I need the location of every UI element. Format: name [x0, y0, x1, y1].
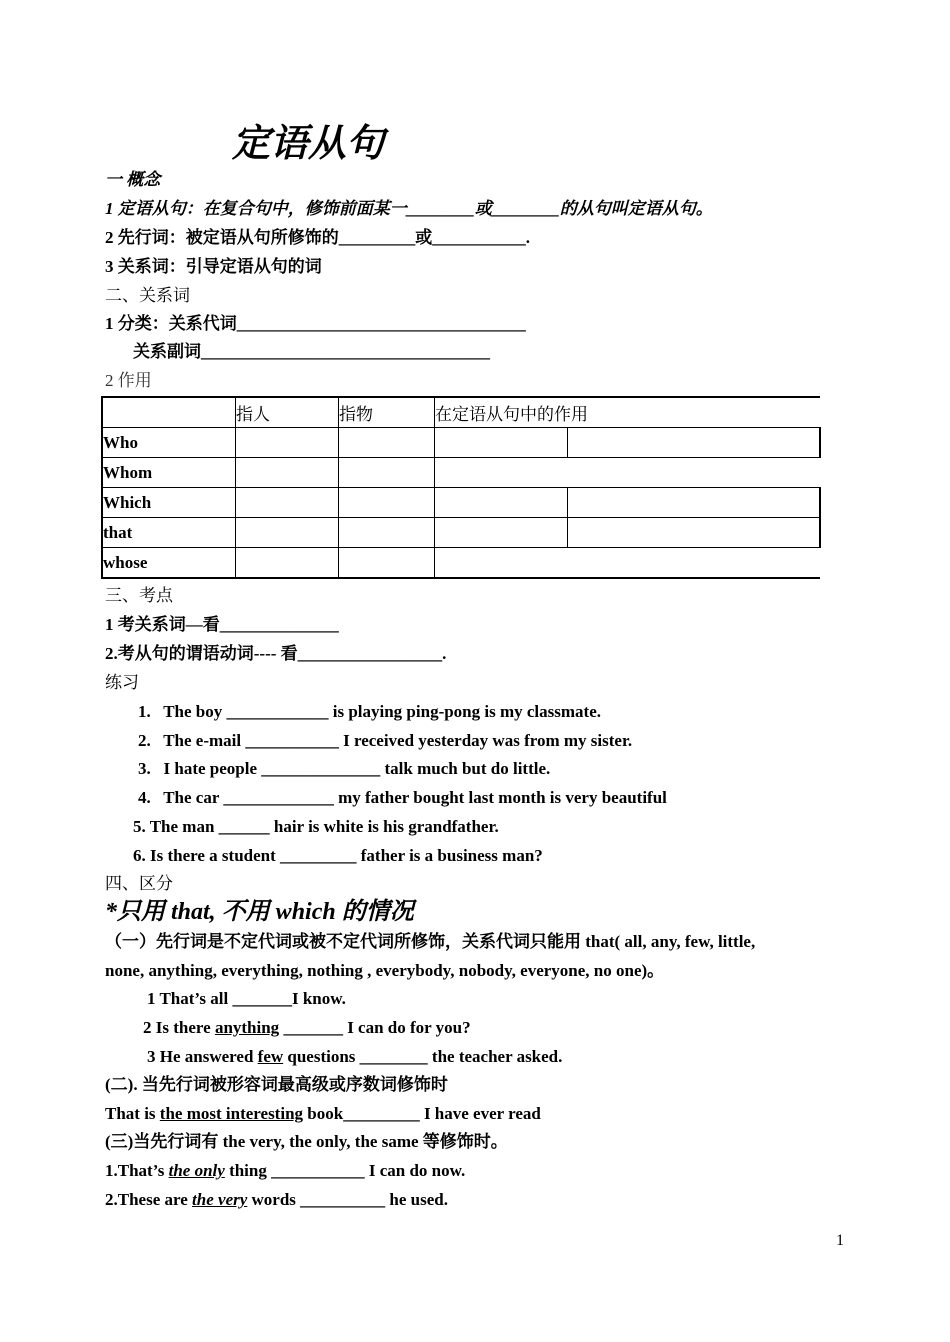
table-row-label: whose: [102, 548, 236, 579]
rule-2: (二). 当先行词被形容词最高级或序数词修饰时: [105, 1075, 448, 1094]
example-text: thing ___________ I can do now.: [224, 1161, 466, 1180]
table-row: [102, 458, 820, 488]
underlined-word: the very: [192, 1190, 248, 1209]
example-4: [105, 1103, 541, 1125]
exam-point-2: 2.考从句的谓语动词---- 看_________________.: [105, 644, 447, 663]
table-row-label: that: [102, 518, 236, 548]
practice-item: 1. The boy ____________ is playing ping-pong is my classmate.: [138, 702, 602, 721]
practice-item: 3. I hate people ______________ talk much but do little.: [138, 759, 551, 778]
rule-1-line-b: none, anything, everything, nothing , everybody, nobody, everyone, no one)。: [105, 961, 665, 980]
page-title: 定语从句: [232, 123, 385, 165]
example-text: 2 Is there: [143, 1018, 215, 1037]
table-cell: [236, 428, 339, 458]
table-row: [102, 488, 820, 518]
table-row: [102, 428, 820, 458]
table-row: [102, 548, 820, 579]
example-text: _______ I can do for you?: [279, 1018, 471, 1037]
section3-heading: 三、考点: [105, 586, 173, 605]
table-header-cell: [102, 397, 236, 428]
underlined-word: anything: [214, 1018, 280, 1037]
example-text: book_________ I have ever read: [303, 1104, 541, 1123]
table-row-label: Which: [102, 488, 236, 518]
table-cell: [339, 428, 435, 458]
example-text: That is: [105, 1104, 160, 1123]
exam-point-1: 1 考关系词—看______________: [105, 615, 339, 634]
table-cell: [236, 488, 339, 518]
table-cell: [568, 428, 821, 458]
table-cell: [236, 458, 339, 488]
underlined-word: the most interesting: [159, 1104, 304, 1123]
table-header-row: [102, 397, 820, 428]
table-row-label: Whom: [102, 458, 236, 488]
antecedent-definition: 2 先行词：被定语从句所修饰的_________或___________.: [105, 228, 530, 247]
example-5: [105, 1160, 465, 1182]
example-text: 1.That’s: [105, 1161, 169, 1180]
table-row-label: Who: [102, 428, 236, 458]
table-cell: [236, 548, 339, 579]
table-cell: [435, 428, 568, 458]
example-2: [143, 1017, 471, 1039]
table-cell: [435, 458, 821, 488]
section1-heading: 一 概念: [105, 170, 161, 189]
function-heading: 2 作用: [105, 371, 152, 390]
page-number: 1: [836, 1232, 844, 1249]
example-text: 2.These are: [105, 1190, 193, 1209]
table-cell: [236, 518, 339, 548]
table-cell: [339, 548, 435, 579]
example-text: questions ________ the teacher asked.: [283, 1047, 563, 1066]
relative-words-table: [101, 396, 821, 579]
section4-heading: 四、区分: [105, 874, 173, 893]
table-cell: [339, 518, 435, 548]
example-1: 1 That’s all _______I know.: [147, 989, 346, 1008]
relative-word-definition: 3 关系词：引导定语从句的词: [105, 257, 322, 276]
table-cell: [568, 488, 821, 518]
practice-item: 5. The man ______ hair is white is his grandfather.: [133, 817, 499, 836]
table-cell: [339, 458, 435, 488]
practice-item: 2. The e-mail ___________ I received yesterday was from my sister.: [138, 731, 633, 750]
table-header-cell: 在定语从句中的作用: [435, 397, 821, 428]
table-header-cell: 指人: [236, 397, 339, 428]
example-text: 3 He answered: [147, 1047, 258, 1066]
relative-pronoun-line: 1 分类：关系代词__________________________________: [105, 314, 526, 333]
table-cell: [435, 488, 568, 518]
rule-3: (三)当先行词有 the very, the only, the same 等修饰时。: [105, 1132, 508, 1151]
table-header-cell: 指物: [339, 397, 435, 428]
example-6: [105, 1189, 448, 1211]
practice-item: 6. Is there a student _________ father is a business man?: [133, 846, 543, 865]
table-row: [102, 518, 820, 548]
underlined-word: the only: [168, 1161, 225, 1180]
practice-item: 4. The car _____________ my father bought last month is very beautiful: [138, 788, 667, 807]
example-3: [147, 1046, 562, 1068]
concept-definition: 1 定语从句：在复合句中，修饰前面某一________或________的从句叫定语从句。: [105, 199, 713, 218]
practice-heading: 练习: [105, 673, 139, 692]
rule-1-line-a: （一）先行词是不定代词或被不定代词所修饰，关系代词只能用 that( all, any, few, little,: [105, 932, 756, 951]
underlined-word: few: [257, 1047, 284, 1066]
table-cell: [435, 518, 568, 548]
section4-subheading: *只用 that, 不用 which 的情况: [105, 899, 414, 925]
example-text: words __________ he used.: [247, 1190, 448, 1209]
table-cell: [339, 488, 435, 518]
table-cell: [435, 548, 821, 579]
table-cell: [568, 518, 821, 548]
relative-adverb-line: 关系副词__________________________________: [133, 342, 490, 361]
section2-heading: 二、关系词: [105, 286, 190, 305]
